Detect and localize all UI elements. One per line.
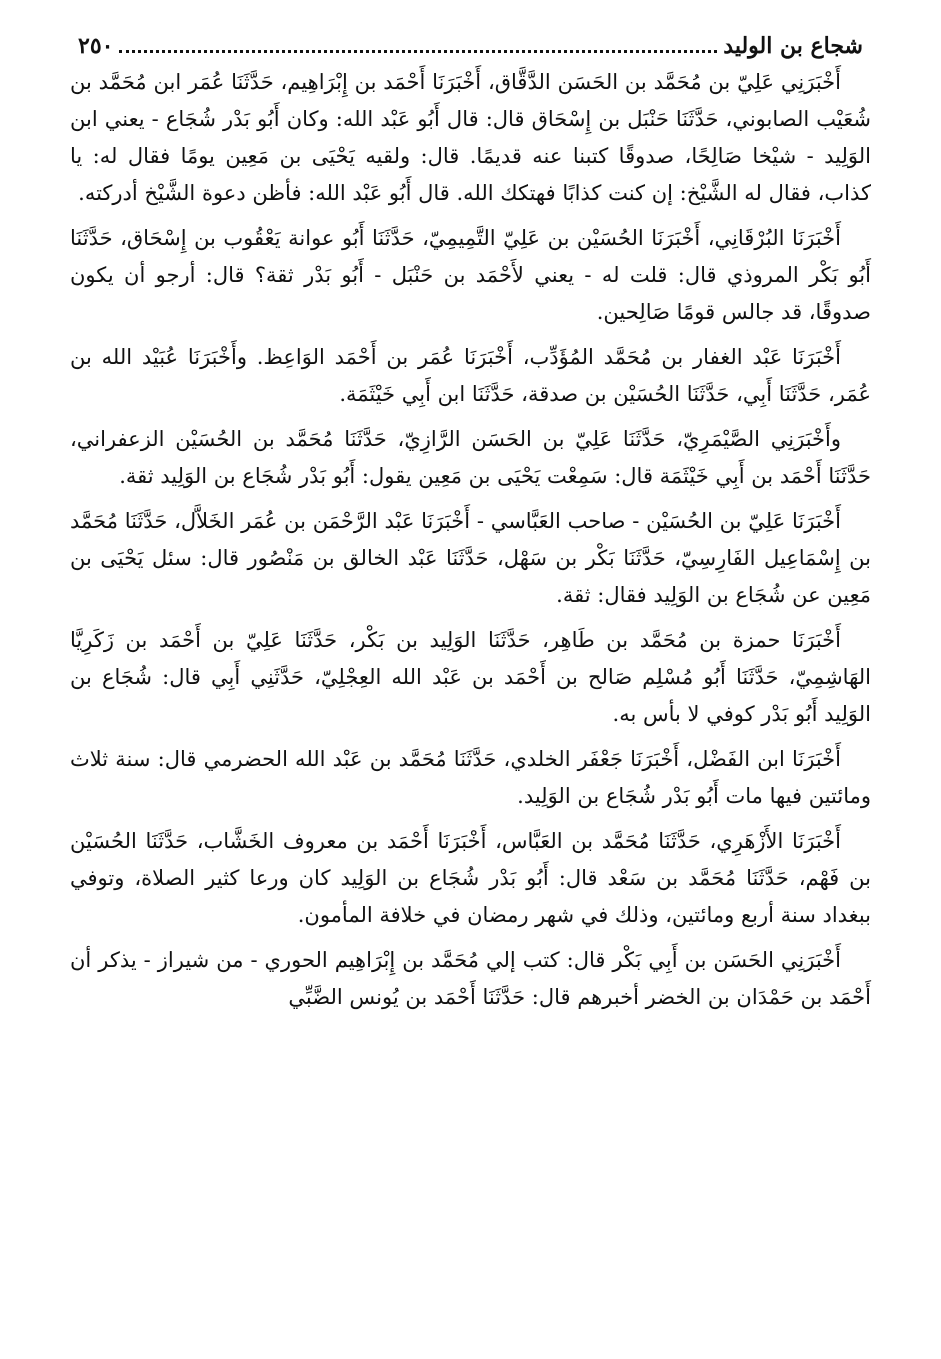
page-header (70, 28, 871, 64)
paragraph: أَخْبَرَنِي عَلِيّ بن مُحَمَّد بن الحَسَن الدَّقَّاق، أَخْبَرَنَا أَحْمَد بن إِبْرَاهِيم، حَدَّثَنَا عُمَر ابن مُحَمَّد بن شُعَيْب الصابوني، حَدَّثَنَا حَنْبَل بن إِسْحَاق قال: قال أَبُو عَبْد الله: وكان أَبُو بَدْر شُجَاع - يعني ابن الوَلِيد - شيْخا صَالِحًا، صدوقًا كتبنا عنه قديمًا. قال: ولقيه يَحْيَى بن مَعِين يومًا فقال له: يا كذاب، فقال له الشَّيْخ: إن كنت كذابًا فهتكك الله. قال أَبُو عَبْد الله: فأظن دعوة الشَّيْخ أدركته. (70, 70, 871, 205)
page-number: ٢٥٠ (78, 33, 114, 59)
paragraph: أَخْبَرَنَا الأَزْهَرِي، حَدَّثَنَا مُحَمَّد بن العَبَّاس، أَخْبَرَنَا أَحْمَد بن معروف الخَشَّاب، حَدَّثَنَا الحُسَيْن بن فَهْم، حَدَّثَنَا مُحَمَّد بن سَعْد قال: أَبُو بَدْر شُجَاع بن الوَلِيد كان ورعا كثير الصلاة، وتوفي ببغداد سنة أربع ومائتين، وذلك في شهر رمضان في خلافة المأمون. (70, 829, 871, 927)
page-body (70, 64, 871, 1016)
paragraph: أَخْبَرَنَا عَلِيّ بن الحُسَيْن - صاحب العَبَّاسي - أَخْبَرَنَا عَبْد الرَّحْمَن بن عُمَر الخَلاَّل، حَدَّثَنَا مُحَمَّد بن إِسْمَاعِيل الفَارِسِيّ، حَدَّثَنَا بَكْر بن سَهْل، حَدَّثَنَا عَبْد الخالق بن مَنْصُور قال: سئل يَحْيَى بن مَعِين عن شُجَاع بن الوَلِيد فقال: ثقة. (70, 509, 871, 607)
header-dot-leader (119, 48, 717, 53)
running-title: شجاع بن الوليد (723, 33, 863, 59)
paragraph: أَخْبَرَنَا ابن الفَضْل، أَخْبَرَنَا جَعْفَر الخلدي، حَدَّثَنَا مُحَمَّد بن عَبْد الله الحضرمي قال: سنة ثلاث ومائتين فيها مات أَبُو بَدْر شُجَاع بن الوَلِيد. (70, 747, 871, 808)
paragraph: أَخْبَرَنَا البُرْقَانِي، أَخْبَرَنَا الحُسَيْن بن عَلِيّ التَّمِيمِيّ، حَدَّثَنَا أَبُو عوانة يَعْقُوب بن إِسْحَاق، حَدَّثَنَا أَبُو بَكْر المروذي قال: قلت له - يعني لأَحْمَد بن حَنْبَل - أَبُو بَدْر ثقة؟ قال: أرجو أن يكون صدوقًا، قد جالس قومًا صَالِحين. (70, 226, 871, 324)
paragraph: أَخْبَرَنَا حمزة بن مُحَمَّد بن طَاهِر، حَدَّثَنَا الوَلِيد بن بَكْر، حَدَّثَنَا عَلِيّ بن أَحْمَد بن زَكَرِيَّا الهَاشِمِيّ، حَدَّثَنَا أَبُو مُسْلِم صَالح بن أَحْمَد بن عَبْد الله العِجْلِيّ، حَدَّثَنِي أَبِي قال: شُجَاع بن الوَلِيد أَبُو بَدْر كوفي لا بأس به. (70, 628, 871, 726)
paragraph: أَخْبَرَنِي الحَسَن بن أَبِي بَكْر قال: كتب إلي مُحَمَّد بن إِبْرَاهِيم الحوري - من شيراز - يذكر أن أَحْمَد بن حَمْدَان بن الخضر أخبرهم قال: حَدَّثَنَا أَحْمَد بن يُونس الضَّبِّي (70, 948, 871, 1009)
paragraph: أَخْبَرَنَا عَبْد الغفار بن مُحَمَّد المُؤَدِّب، أَخْبَرَنَا عُمَر بن أَحْمَد الوَاعِظ. وأَخْبَرَنَا عُبَيْد الله بن عُمَر، حَدَّثَنَا أَبِي، حَدَّثَنَا الحُسَيْن بن صدقة، حَدَّثَنَا ابن أَبِي خَيْثَمَة. (70, 345, 871, 406)
paragraph: وأَخْبَرَنِي الصَّيْمَرِيّ، حَدَّثَنَا عَلِيّ بن الحَسَن الرَّازِيّ، حَدَّثَنَا مُحَمَّد بن الحُسَيْن الزعفراني، حَدَّثَنَا أَحْمَد بن أَبِي خَيْثَمَة قال: سَمِعْت يَحْيَى بن مَعِين يقول: أَبُو بَدْر شُجَاع بن الوَلِيد ثقة. (70, 427, 871, 488)
